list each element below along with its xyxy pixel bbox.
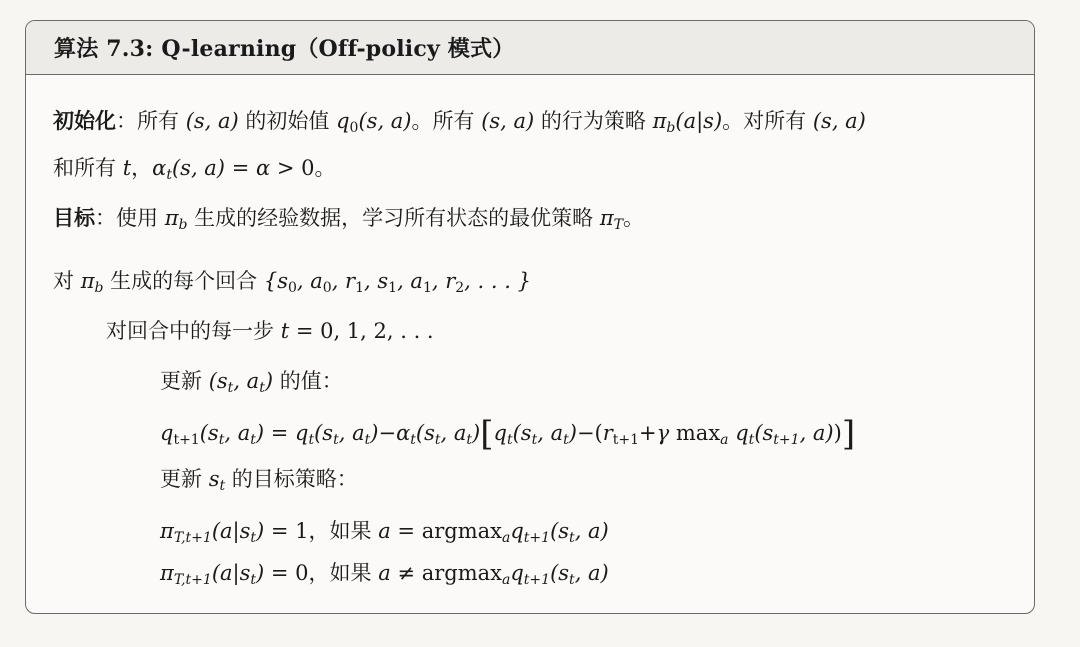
algorithm-title — [26, 21, 1034, 75]
loop-outer: 对 $\pi_b$ 生成的每个回合 {$s_0$, $a_0$, $r_1$, $s_1$, $a_1$, $r_2$, . . . } — [53, 269, 531, 296]
update-value-formula: $q_{t+1}(s_t$, $a_t) = q_t(s_t$, $a_t)-\alpha_t(s_t$, $a_t)[q_t(s_t$, $a_t)-(r_{t+1}+\gamma$ $\max_a q_t(s_{t+1}$, a))] — [160, 414, 856, 454]
init-line-1 — [53, 106, 866, 136]
goal-label: 目标 — [53, 206, 95, 230]
policy-equation-1: $\pi_{T,t+1}(a|s_t) = 1$，如果 $a = argmax_aq_{t+1}(s_t$, a) — [160, 519, 609, 546]
init-line-2: 和所有 t，$\alpha_t(s$, a) = α > 0。 — [53, 156, 336, 183]
update-policy-label: 更新 $s_t$ 的目标策略： — [160, 467, 358, 494]
init-line-1-body: ：所有 (s, a) 的初始值 $q_0(s$, a)。所有 (s, a) 的行为策略 $\pi_b(a|s)$。对所有 (s, a) — [116, 109, 866, 136]
update-value-label: 更新 ($s_t$, $a_t$) 的值： — [160, 369, 343, 396]
policy-equation-2: $\pi_{T,t+1}(a|s_t) = 0$，如果 $a \ne argmax_aq_{t+1}(s_t$, a) — [160, 561, 609, 588]
loop-inner: 对回合中的每一步 t = 0, 1, 2, . . . — [106, 319, 434, 343]
algorithm-title-text: 算法 7.3: Q-learning（Off-policy 模式） — [54, 36, 515, 62]
goal-line: 目标：使用 $\pi_b$ 生成的经验数据，学习所有状态的最优策略 $\pi_T$。 — [53, 206, 644, 233]
init-label: 初始化 — [53, 109, 116, 133]
